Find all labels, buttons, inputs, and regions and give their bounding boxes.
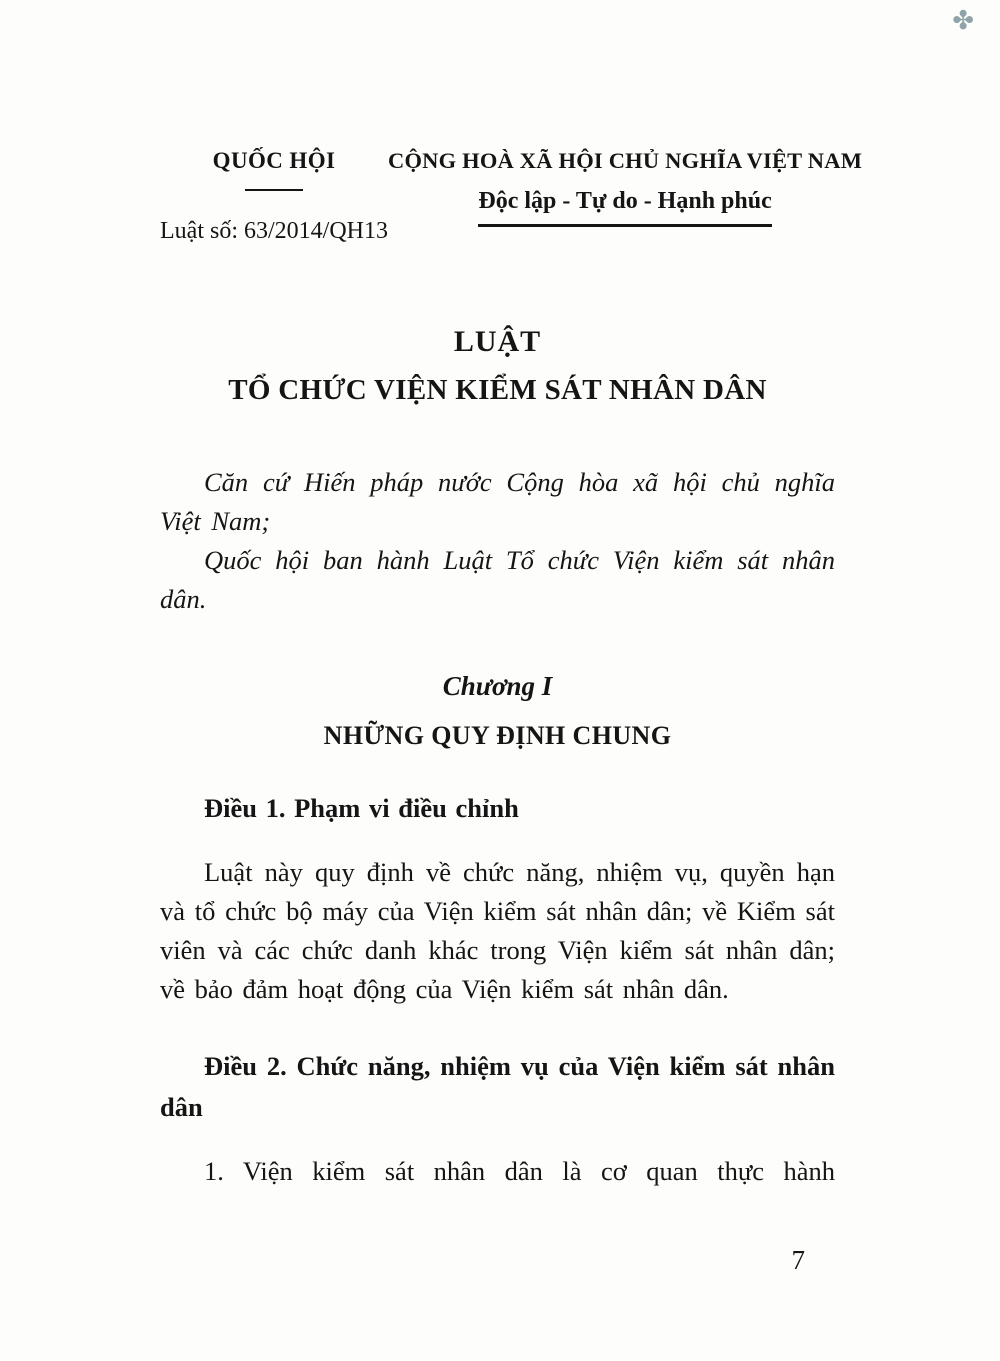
issuing-body-title: QUỐC HỘI bbox=[212, 148, 336, 173]
chapter-number: Chương I bbox=[442, 671, 553, 701]
ornament-icon: ✤ bbox=[952, 6, 974, 35]
national-motto-line2: Độc lập - Tự do - Hạnh phúc bbox=[478, 188, 771, 227]
document-header bbox=[160, 148, 863, 245]
preamble bbox=[160, 463, 835, 619]
document-title-line1: LUẬT bbox=[453, 325, 542, 358]
law-number: Luật số: 63/2014/QH13 bbox=[160, 218, 388, 244]
article-2-paragraph: 1. Viện kiểm sát nhân dân là cơ quan thực hành bbox=[204, 1156, 835, 1186]
chapter-title: NHỮNG QUY ĐỊNH CHUNG bbox=[323, 721, 672, 750]
document-title-line2: TỔ CHỨC VIỆN KIỂM SÁT NHÂN DÂN bbox=[228, 374, 767, 406]
page-number: 7 bbox=[791, 1245, 805, 1275]
document-title bbox=[160, 325, 835, 407]
article-1-heading: Điều 1. Phạm vi điều chỉnh bbox=[204, 793, 519, 823]
article-2-heading: Điều 2. Chức năng, nhiệm vụ của Viện kiểm sát nhân dân bbox=[160, 1051, 835, 1122]
chapter-heading bbox=[160, 671, 835, 751]
preamble-paragraph: Căn cứ Hiến pháp nước Cộng hòa xã hội chủ nghĩa Việt Nam; bbox=[160, 467, 835, 536]
issuing-body-divider bbox=[245, 189, 303, 191]
preamble-paragraph: Quốc hội ban hành Luật Tổ chức Viện kiểm sát nhân dân. bbox=[160, 545, 835, 614]
header-left-block bbox=[160, 148, 388, 245]
national-motto-line1: CỘNG HOÀ XÃ HỘI CHỦ NGHĨA VIỆT NAM bbox=[388, 148, 863, 173]
header-right-block bbox=[388, 148, 862, 227]
article-1-paragraph: Luật này quy định về chức năng, nhiệm vụ, quyền hạn và tổ chức bộ máy của Viện kiểm sát nhân dân; về Kiểm sát viên và các chức danh khác trong Viện kiểm sát nhân dân; về bảo đảm hoạt động của Viện kiểm sát nhân dân. bbox=[160, 857, 835, 1004]
